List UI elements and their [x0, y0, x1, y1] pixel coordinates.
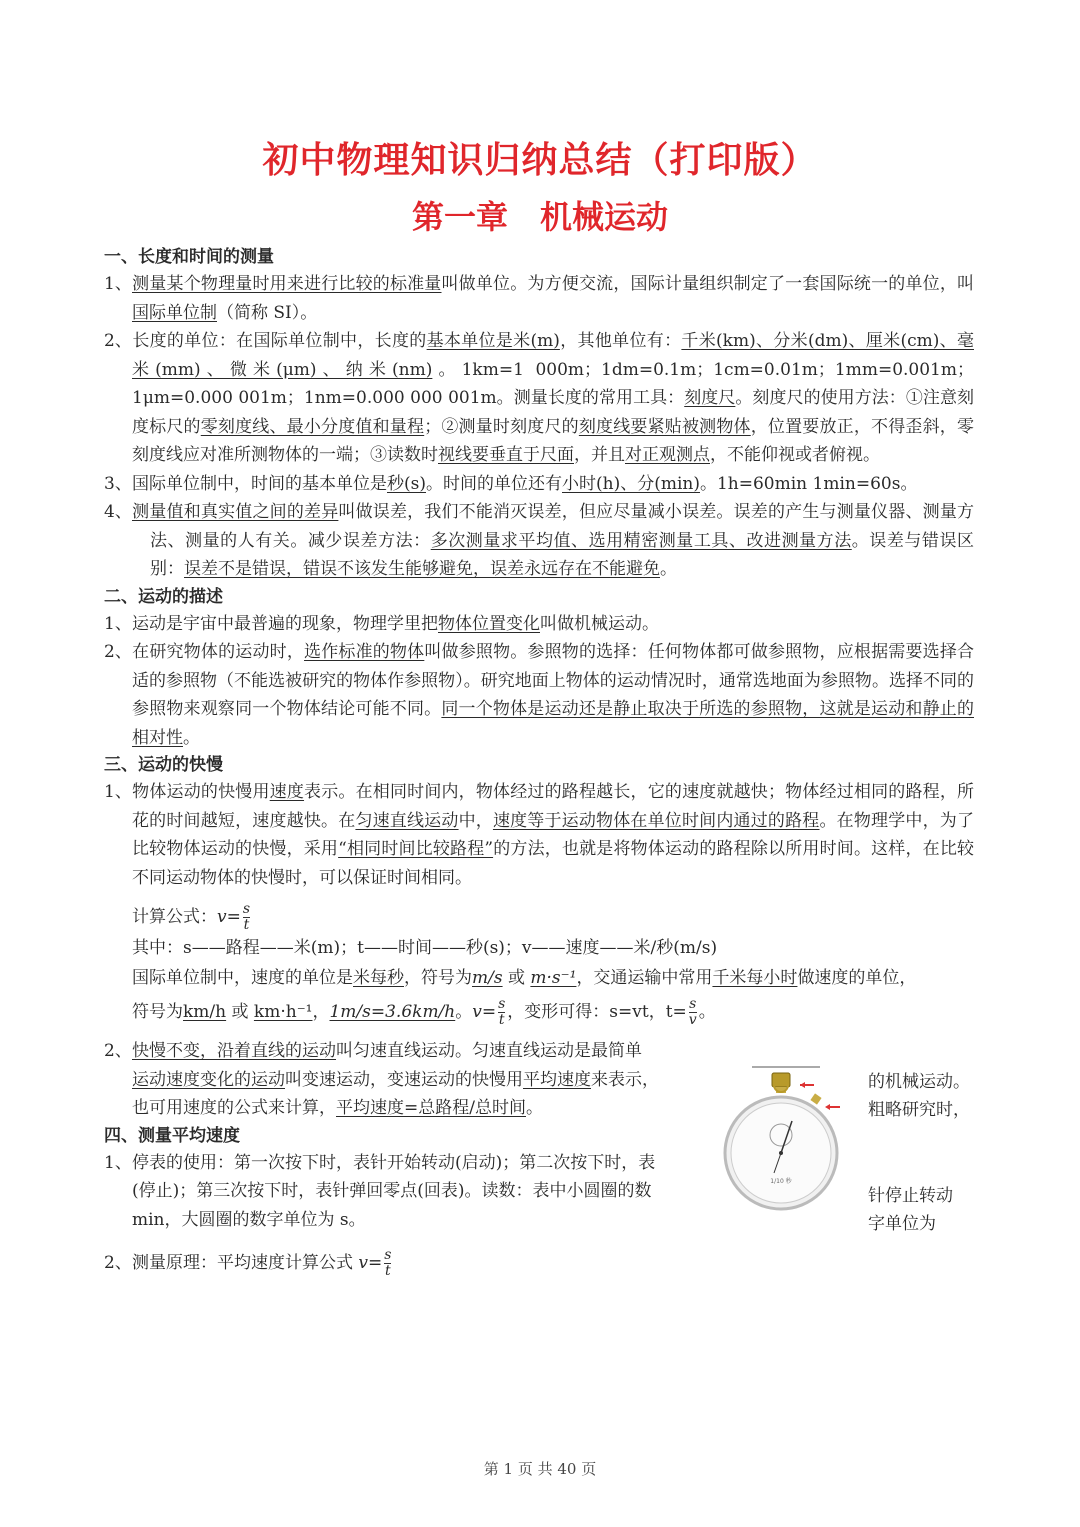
paragraph: 1、运动是宇宙中最普遍的现象，物理学里把物体位置变化叫做机械运动。 — [104, 613, 659, 634]
paragraph: 2、长度的单位：在国际单位制中，长度的基本单位是米(m)，其他单位有：千米(km)、分米(dm)、厘米(cm)、毫米(mm)、微米(μm)、纳米(nm)。1km=1 000m；1dm=0.1m；1cm=0.01m；1mm=0.001m；1μm=0.000 001m；1nm=0.000 000 001m。测量长度的常用工具：刻度尺。刻度尺的使用方法：①注意刻度标尺的零刻度线、最小分度值和量程；②测量时刻度尺的刻度线要紧贴被测物体，位置要放正，不得歪斜，零刻度线应对准所测物体的一端；③读数时视线要垂直于尺面，并且对正观测点，不能仰视或者俯视。 — [104, 331, 975, 465]
page-footer: 第 1 页 共 40 页 — [483, 1460, 597, 1478]
text-fragment: 针停止转动 — [868, 1186, 953, 1206]
formula-legend: 其中：s——路程——米(m)；t——时间——秒(s)；v——速度——米/秒(m/s) — [132, 938, 718, 958]
text-fragment: 粗略研究时， — [868, 1100, 970, 1120]
paragraph: 2、快慢不变，沿着直线的运动叫匀速直线运动。匀速直线运动是最简单 运动速度变化的运动叫变速运动，变速运动的快慢用平均速度来表示， 也可用速度的公式来计算，平均速度=总路程/总时间。 — [104, 1041, 659, 1118]
chapter-title: 第一章 机械运动 — [411, 198, 668, 236]
text-fragment: 字单位为 — [868, 1214, 936, 1234]
section-heading: 一、长度和时间的测量 — [104, 247, 274, 267]
section-heading: 三、运动的快慢 — [104, 755, 223, 775]
paragraph: 3、国际单位制中，时间的基本单位是秒(s)。时间的单位还有小时(h)、分(min)。1h=60min 1min=60s。 — [104, 473, 918, 494]
paragraph: 1、测量某个物理量时用来进行比较的标准量叫做单位。为方便交流，国际计量组织制定了一套国际统一的单位，叫国际单位制（简称 SI）。 — [104, 274, 975, 323]
text-fragment: 的机械运动。 — [868, 1072, 970, 1092]
stopwatch-icon — [712, 1065, 862, 1215]
speed-formula: 计算公式：v= $\frac{s}{t}$ — [132, 901, 251, 933]
speed-units: 国际单位制中，速度的单位是米每秒，符号为m/s 或 m·s⁻¹，交通运输中常用千米每小时做速度的单位， — [132, 968, 917, 988]
unit-conversion: 符号为km/h 或 km·h⁻¹，1m/s=3.6km/h。v= $\frac{s}{t}$ ，变形可得：s=vt，t= $\frac{s}{v}$ 。 — [132, 996, 716, 1028]
paragraph: 1、物体运动的快慢用速度表示。在相同时间内，物体经过的路程越长，它的速度就越快；物体经过相同的路程，所花的时间越短，速度越快。在匀速直线运动中，速度等于运动物体在单位时间内通过的路程。在物理学中，为了比较物体运动的快慢，采用“相同时间比较路程”的方法，也就是将物体运动的路程除以所用时间。这样，在比较不同运动物体的快慢时，可以保证时间相同。 — [104, 782, 975, 888]
paragraph: 2、在研究物体的运动时，选作标准的物体叫做参照物。参照物的选择：任何物体都可做参照物，应根据需要选择合适的参照物（不能选被研究的物体作参照物）。研究地面上物体的运动情况时，通常选地面为参照物。选择不同的参照物来观察同一个物体结论可能不同。同一个物体是运动还是静止取决于所选的参照物，这就是运动和静止的相对性。 — [104, 642, 975, 748]
average-speed-formula: 2、测量原理：平均速度计算公式 v= $\frac{s}{t}$ — [104, 1247, 392, 1279]
stopwatch-dial-label: 1/10 秒 — [770, 1178, 792, 1185]
paragraph: 1、停表的使用：第一次按下时，表针开始转动(启动)；第二次按下时，表 (停止)；第三次按下时，表针弹回零点(回表)。读数：表中小圆圈的数 min，大圆圈的数字单位为 s。 — [104, 1152, 656, 1230]
stopwatch-image — [712, 1065, 862, 1215]
section-heading: 四、测量平均速度 — [104, 1125, 240, 1146]
section-heading: 二、运动的描述 — [104, 586, 223, 607]
document-title: 初中物理知识归纳总结（打印版） — [262, 140, 818, 181]
paragraph: 4、测量值和真实值之间的差异叫做误差，我们不能消灭误差，但应尽量减小误差。误差的产生与测量仪器、测量方法、测量的人有关。减少误差方法：多次测量求平均值、选用精密测量工具、改进测量方法。误差与错误区别：误差不是错误，错误不该发生能够避免，误差永远存在不能避免。 — [104, 502, 975, 579]
